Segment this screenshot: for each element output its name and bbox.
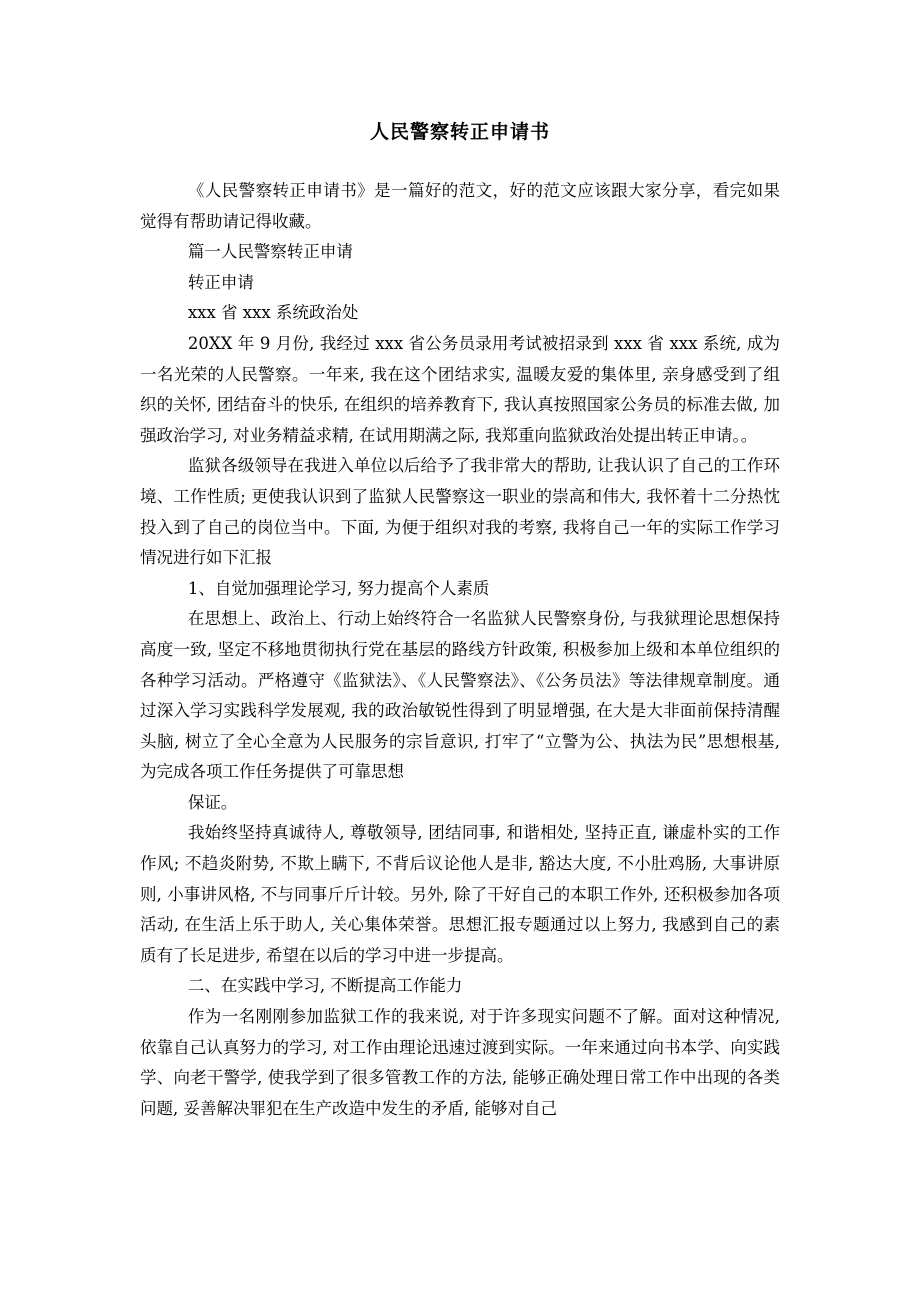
paragraph-section-1-body: 在思想上、政治上、行动上始终符合一名监狱人民警察身份, 与我狱理论思想保持高度一致, 坚定不移地贯彻执行党在基层的路线方针政策, 积极参加上级和本单位组织的各种学习活动。严格遵守《监狱法》、《人民警察法》、《公务员法》等法律规章制度。通过深入学习实践科学发展观, 我的政治敏锐性得到了明显增强, 在大是大非面前保持清醒头脑, 树立了全心全意为人民服务的宗旨意识, 打牢了“立警为公、执法为民”思想根基, 为完成各项工作任务提供了可靠思想 bbox=[140, 609, 780, 782]
document-body bbox=[140, 176, 780, 1124]
paragraph-intro: 《人民警察转正申请书》是一篇好的范文，好的范文应该跟大家分享，看完如果觉得有帮助请记得收藏。 bbox=[140, 181, 780, 231]
paragraph-conduct: 我始终坚持真诚待人, 尊敬领导, 团结同事, 和谐相处, 坚持正直, 谦虚朴实的工作作风; 不趋炎附势, 不欺上瞒下, 不背后议论他人是非, 豁达大度, 不小肚鸡肠, 大事讲原则, 小事讲风格, 不与同事斤斤计较。另外, 除了干好自己的本职工作外, 还积极参加各项活动, 在生活上乐于助人, 关心集体荣誉。思想汇报专题通过以上努力, 我感到自己的素质有了长足进步, 希望在以后的学习中进一步提高。 bbox=[140, 823, 780, 965]
paragraph-application-heading: 转正申请 bbox=[187, 272, 254, 292]
paragraph-recipient: xxx 省 xxx 系统政治处 bbox=[187, 303, 359, 323]
paragraph-background: 20XX 年 9 月份, 我经过 xxx 省公务员录用考试被招录到 xxx 省 xxx 系统, 成为一名光荣的人民警察。一年来, 我在这个团结求实, 温暖友爱的集体里, 亲身感受到了组织的关怀, 团结奋斗的快乐, 在组织的培养教育下, 我认真按照国家公务员的标准去做, 加强政治学习, 对业务精益求精, 在试用期满之际, 我郑重向监狱政治处提出转正申请。。 bbox=[140, 333, 780, 445]
document-title: 人民警察转正申请书 bbox=[369, 121, 550, 143]
paragraph-section-2-body: 作为一名刚刚参加监狱工作的我来说, 对于许多现实问题不了解。面对这种情况, 依靠自己认真努力的学习, 对工作由理论迅速过渡到实际。一年来通过向书本学、向实践学、向老干警学, 使我学到了很多管教工作的方法, 能够正确处理日常工作中出现的各类问题, 妥善解决罪犯在生产改造中发生的矛盾, 能够对自己 bbox=[140, 1007, 780, 1118]
paragraph-section-2-heading: 二、在实践中学习, 不断提高工作能力 bbox=[187, 976, 463, 996]
paragraph-chapter-heading: 篇一人民警察转正申请 bbox=[187, 242, 353, 262]
paragraph-leadership: 监狱各级领导在我进入单位以后给予了我非常大的帮助, 让我认识了自己的工作环境、工作性质; 更使我认识到了监狱人民警察这一职业的崇高和伟大, 我怀着十二分热忱投入到了自己的岗位当中。下面, 为便于组织对我的考察, 我将自己一年的实际工作学习情况进行如下汇报 bbox=[140, 456, 780, 568]
paragraph-guarantee: 保证。 bbox=[187, 792, 238, 812]
paragraph-section-1-heading: 1、自觉加强理论学习, 努力提高个人素质 bbox=[187, 578, 490, 598]
